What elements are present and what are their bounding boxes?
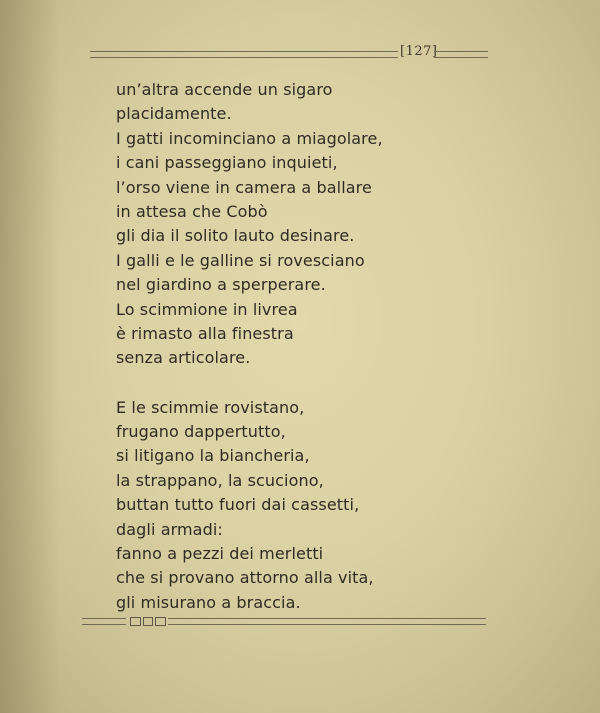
- poem-line: nel giardino a sperperare.: [116, 275, 326, 295]
- poem-line: gli dia il solito lauto desinare.: [116, 226, 355, 246]
- poem-line: in attesa che Cobò: [116, 201, 268, 221]
- poem-line: la strappano, la scuciono,: [116, 470, 324, 490]
- page-number: [127]: [400, 44, 438, 59]
- footer-square-ornaments: [130, 614, 166, 628]
- poem-line: si litigano la biancheria,: [116, 446, 310, 466]
- poem-line: I gatti incominciano a miagolare,: [116, 128, 383, 148]
- poem-line: dagli armadi:: [116, 519, 223, 539]
- poem-line: fanno a pezzi dei merletti: [116, 544, 324, 564]
- poem-line: i cani passeggiano inquieti,: [116, 153, 338, 173]
- poem-line: frugano dappertutto,: [116, 422, 286, 442]
- footer-rule-right: [168, 618, 486, 625]
- poem-line: un’altra accende un sigaro: [116, 80, 333, 99]
- footer-rule-left: [82, 618, 126, 625]
- poem-line: I galli e le galline si rovesciano: [116, 250, 365, 270]
- poem-line: che si provano attorno alla vita,: [116, 568, 374, 588]
- square-ornament-icon: [130, 617, 141, 626]
- poem-line: Lo scimmione in livrea: [116, 299, 298, 319]
- poem-line: senza articolare.: [116, 348, 251, 368]
- stanza-2: [116, 396, 436, 616]
- header-rule-left: [90, 51, 398, 58]
- square-ornament-icon: [155, 617, 166, 626]
- poem-line: E le scimmie rovistano,: [116, 397, 305, 417]
- poem-line: placidamente.: [116, 104, 232, 124]
- spine-shadow: [0, 0, 60, 713]
- header-ornament: [90, 44, 488, 64]
- poem-line: è rimasto alla finestra: [116, 323, 294, 343]
- poem-body: [116, 78, 436, 615]
- footer-ornament: [82, 614, 486, 630]
- poem-line: buttan tutto fuori dai cassetti,: [116, 495, 360, 515]
- poem-line: l’orso viene in camera a ballare: [116, 177, 372, 197]
- poem-line: gli misurano a braccia.: [116, 592, 301, 612]
- stanza-1: [116, 78, 436, 371]
- square-ornament-icon: [143, 617, 154, 626]
- header-rule-right: [434, 51, 488, 58]
